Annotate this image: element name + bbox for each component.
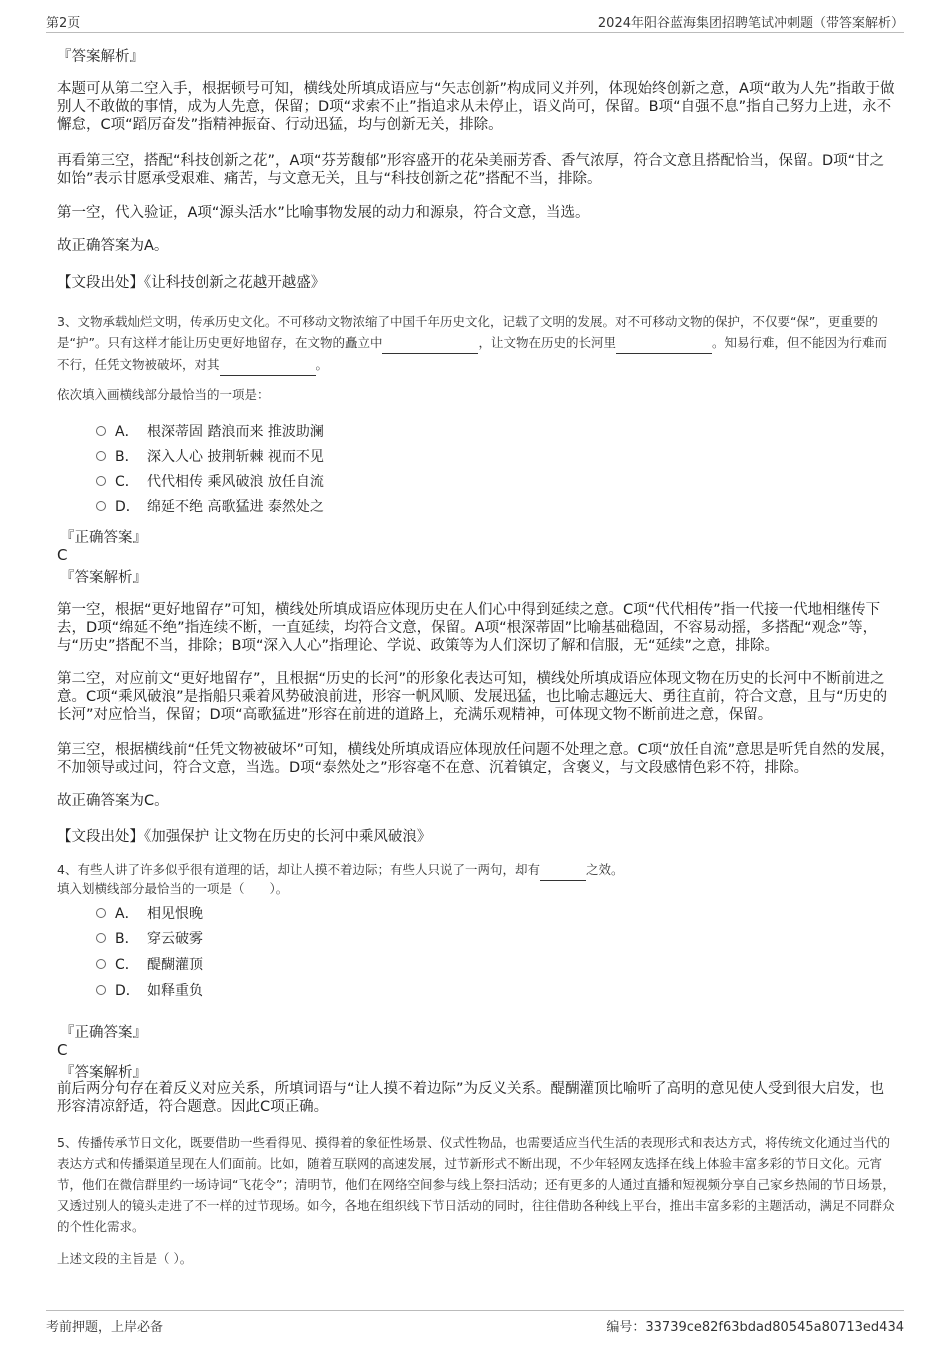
q2-source: 【文段出处】《让科技创新之花越开越盛》 bbox=[57, 275, 326, 291]
q3-option-a[interactable]: A． 根深蒂固 踏浪而来 推波助澜 bbox=[96, 421, 324, 441]
page-header bbox=[46, 8, 904, 33]
radio-icon[interactable] bbox=[96, 908, 106, 918]
radio-icon[interactable] bbox=[96, 933, 106, 943]
q3-correct-answer: C bbox=[57, 546, 68, 564]
q2-analysis-para4: 故正确答案为A。 bbox=[57, 238, 169, 254]
q3-correct-label: 『正确答案』 bbox=[60, 530, 147, 546]
radio-icon[interactable] bbox=[96, 985, 106, 995]
q3-analysis-label: 『答案解析』 bbox=[60, 570, 147, 586]
q3-analysis-para4: 故正确答案为C。 bbox=[57, 793, 169, 809]
q4-prompt: 填入划横线部分最恰当的一项是（ ）。 bbox=[57, 881, 289, 896]
radio-icon[interactable] bbox=[96, 426, 106, 436]
q4-analysis-label: 『答案解析』 bbox=[60, 1065, 147, 1081]
blank-3[interactable] bbox=[220, 354, 316, 376]
q2-analysis-para1: 本题可从第二空入手，根据顿号可知，横线处所填成语应与“矢志创新”构成同义并列，体现始终创新之意，A项“敢为人先”指敢于做别人不敢做的事情，成为人先意，保留；D项“求索不止”指追求从未停止，语义尚可，保留。B项“自强不息”指自己努力上进，永不懈怠，C项“蹈厉奋发”指精神振奋、行动迅猛，均与创新无关，排除。 bbox=[57, 81, 895, 133]
q2-analysis-para3: 第一空，代入验证，A项“源头活水”比喻事物发展的动力和源泉，符合文意，当选。 bbox=[57, 205, 590, 221]
q3-option-b[interactable]: B． 深入人心 披荆斩棘 视而不见 bbox=[96, 446, 324, 466]
radio-icon[interactable] bbox=[96, 501, 106, 511]
q4-correct-label: 『正确答案』 bbox=[60, 1025, 147, 1041]
q3-source: 【文段出处】《加强保护 让文物在历史的长河中乘风破浪》 bbox=[57, 829, 432, 845]
footer-doc-id: 编号：33739ce82f63bdad80545a80713ed434 bbox=[606, 1320, 904, 1335]
q2-analysis-label: 『答案解析』 bbox=[57, 49, 144, 65]
q3-option-c[interactable]: C． 代代相传 乘风破浪 放任自流 bbox=[96, 471, 324, 491]
q4-analysis: 前后两分句存在着反义对应关系，所填词语与“让人摸不着边际”为反义关系。醍醐灌顶比喻听了高明的意见使人受到很大启发，也形容清凉舒适，符合题意。因此C项正确。 bbox=[57, 1081, 885, 1115]
q5-prompt: 上述文段的主旨是（ ）。 bbox=[57, 1251, 193, 1266]
q3-analysis-para1: 第一空，根据“更好地留存”可知，横线处所填成语应体现历史在人们心中得到延续之意。C项“代代相传”指一代接一代地相继传下去，D项“绵延不绝”指连续不断，一直延续，均符合文意，保留。A项“根深蒂固”比喻基础稳固，不容易动摇，多搭配“观念”等，与“历史”搭配不当，排除；B项“深入人心”指理论、学说、政策等为人们深切了解和信服，无“延续”之意，排除。 bbox=[57, 602, 881, 654]
radio-icon[interactable] bbox=[96, 959, 106, 969]
page-footer bbox=[46, 1310, 904, 1335]
q4-option-b[interactable]: B． 穿云破雾 bbox=[96, 928, 203, 948]
blank-1[interactable] bbox=[382, 332, 478, 354]
q4-stem: 4、有些人讲了许多似乎很有道理的话，却让人摸不着边际；有些人只说了一两句，却有 之效。 bbox=[57, 859, 895, 881]
q3-option-d[interactable]: D． 绵延不绝 高歌猛进 泰然处之 bbox=[96, 496, 324, 516]
q3-prompt: 依次填入画横线部分最恰当的一项是： bbox=[57, 387, 270, 402]
radio-icon[interactable] bbox=[96, 451, 106, 461]
q3-stem: 3、文物承载灿烂文明，传承历史文化。不可移动文物浓缩了中国千年历史文化，记载了文明的发展。对不可移动文物的保护，不仅要“保”，更重要的是“护”。只有这样才能让历史更好地留存，在文物的矗立中 ，让文物在历史的长河里 。知易行难，但不能因为行难而不行，任凭文物被破坏，对其 。 bbox=[57, 311, 895, 376]
page-number: 第2页 bbox=[46, 16, 81, 31]
q4-correct-answer: C bbox=[57, 1041, 68, 1059]
q3-analysis-para3: 第三空，根据横线前“任凭文物被破坏”可知，横线处所填成语应体现放任问题不处理之意。C项“放任自流”意思是听凭自然的发展，不加领导或过问，符合文意，当选。D项“泰然处之”形容毫不在意、沉着镇定，含褒义，与文段感情色彩不符，排除。 bbox=[57, 742, 895, 776]
blank-2[interactable] bbox=[616, 332, 712, 354]
q3-analysis-para2: 第二空，对应前文“更好地留存”，且根据“历史的长河”的形象化表达可知，横线处所填成语应体现文物在历史的长河中不断前进之意。C项“乘风破浪”是指船只乘着风势破浪前进，形容一帆风顺、发展迅猛，也比喻志趣远大、勇往直前，符合文意，且与“历史的长河”对应恰当，保留；D项“高歌猛进”形容在前进的道路上，充满乐观精神，可体现文物不断前进之意，保留。 bbox=[57, 671, 888, 723]
footer-slogan: 考前押题，上岸必备 bbox=[46, 1320, 164, 1335]
q4-option-c[interactable]: C． 醍醐灌顶 bbox=[96, 954, 203, 974]
document-title: 2024年阳谷蓝海集团招聘笔试冲刺题（带答案解析） bbox=[597, 16, 904, 31]
q5-stem: 5、传播传承节日文化，既要借助一些看得见、摸得着的象征性场景、仪式性物品，也需要适应当代生活的表现形式和表达方式，将传统文化通过当代的表达方式和传播渠道呈现在人们面前。比如，随着互联网的高速发展，过节新形式不断出现，不少年轻网友选择在线上体验丰富多彩的节日文化。元宵节，他们在微信群里约一场诗词“飞花令”；清明节，他们在网络空间参与线上祭扫活动；还有更多的人通过直播和短视频分享自己家乡热闹的节日场景，又透过别人的镜头走进了不一样的过节现场。如今，各地在组织线下节日活动的同时，往往借助各种线上平台，推出丰富多彩的主题活动，满足不同群众的个性化需求。 bbox=[57, 1135, 895, 1234]
q4-option-a[interactable]: A． 相见恨晚 bbox=[96, 903, 203, 923]
q4-option-d[interactable]: D． 如释重负 bbox=[96, 980, 203, 1000]
radio-icon[interactable] bbox=[96, 476, 106, 486]
q2-analysis-para2: 再看第三空，搭配“科技创新之花”，A项“芬芳馥郁”形容盛开的花朵美丽芳香、香气浓厚，符合文意且搭配恰当，保留。D项“甘之如饴”表示甘愿承受艰难、痛苦，与文意无关，且与“科技创新之花”搭配不当，排除。 bbox=[57, 153, 885, 187]
